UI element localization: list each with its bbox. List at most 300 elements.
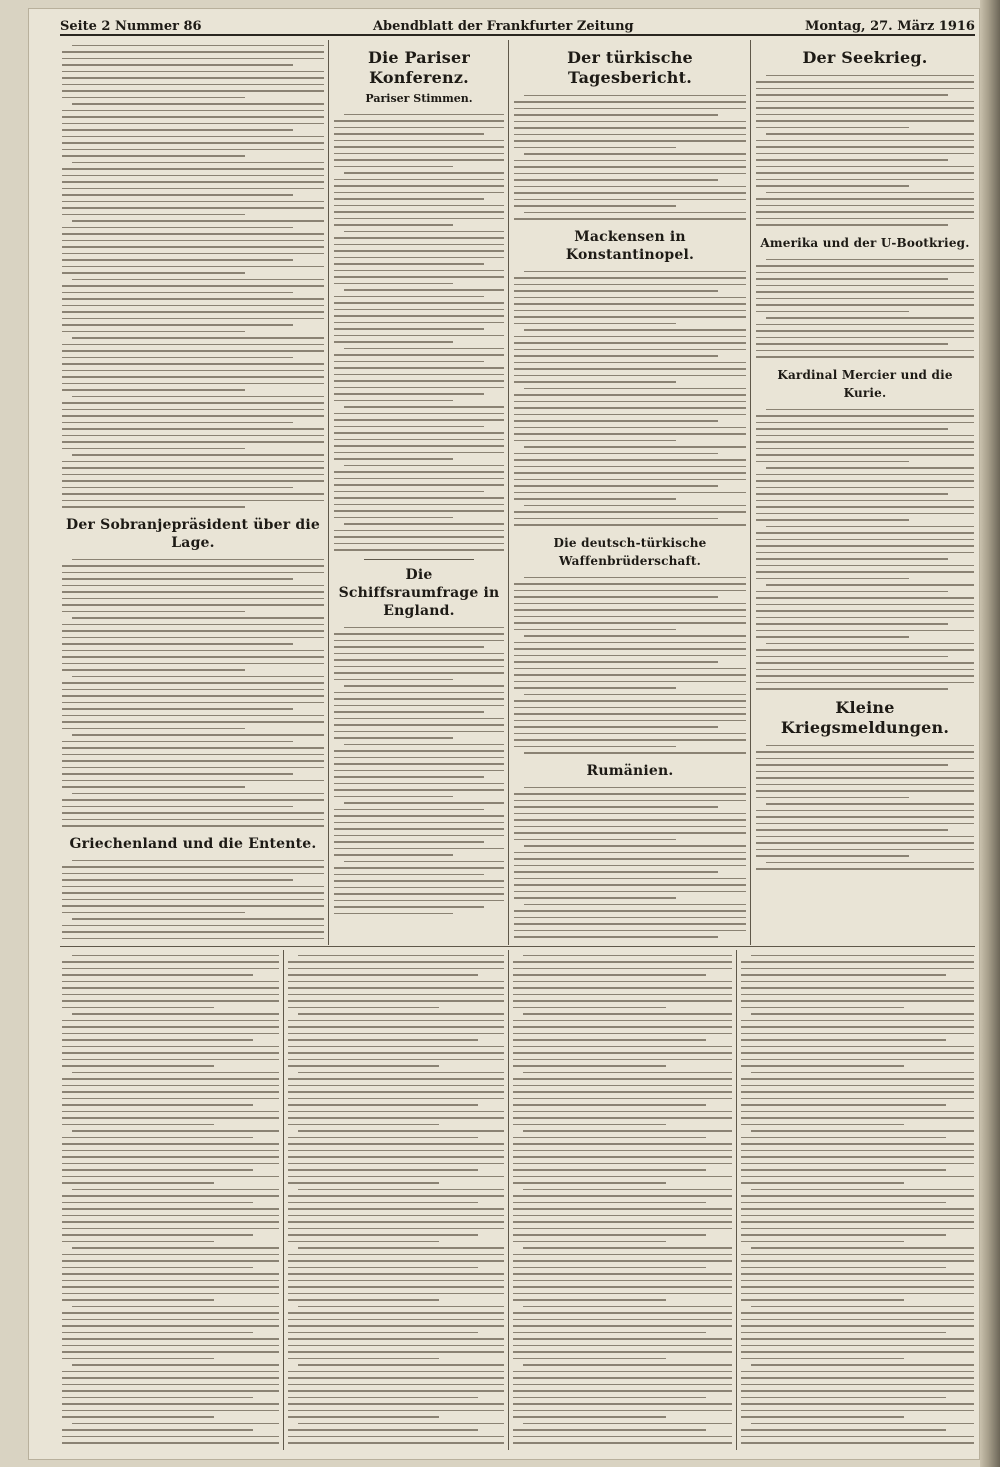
text-line <box>766 75 974 77</box>
column-rule <box>736 950 737 1450</box>
text-line <box>334 724 504 726</box>
text-line <box>72 1364 279 1366</box>
text-line <box>514 839 676 841</box>
text-line <box>62 754 324 756</box>
text-line <box>334 698 504 700</box>
text-line <box>288 1078 504 1080</box>
text-line <box>334 328 484 330</box>
text-line <box>756 265 974 267</box>
text-line <box>62 324 293 326</box>
text-line <box>756 88 974 90</box>
text-line <box>766 745 974 747</box>
text-line <box>756 539 974 541</box>
text-line <box>334 874 484 876</box>
text-line <box>288 1345 504 1347</box>
text-line <box>62 886 324 888</box>
text-line <box>344 802 504 804</box>
text-line <box>62 1390 279 1392</box>
text-line <box>62 487 293 489</box>
text-line <box>756 571 974 573</box>
text-line <box>523 1189 732 1191</box>
text-line <box>741 974 946 976</box>
text-line <box>514 310 746 312</box>
text-line <box>62 565 324 567</box>
text-line <box>514 884 746 886</box>
text-line <box>514 707 746 709</box>
text-line <box>741 1267 946 1269</box>
text-line <box>62 493 324 495</box>
text-line <box>756 636 909 638</box>
text-line <box>62 682 324 684</box>
text-line <box>62 97 245 99</box>
text-line <box>62 1358 214 1360</box>
text-line <box>741 1111 974 1113</box>
text-line <box>756 823 974 825</box>
text-line <box>62 441 324 443</box>
text-line <box>288 1351 504 1353</box>
text-line <box>524 388 746 390</box>
text-line <box>62 58 324 60</box>
text-line <box>62 656 324 658</box>
text-line <box>62 1169 253 1171</box>
text-line <box>766 526 974 528</box>
section-divider <box>60 946 975 947</box>
headline-mackensen: Mackensen in Konstantinopel. <box>565 229 695 263</box>
text-line <box>334 783 504 785</box>
text-line <box>72 220 324 222</box>
text-line <box>756 120 974 122</box>
text-line <box>334 822 504 824</box>
text-line <box>756 211 974 213</box>
text-line <box>334 530 504 532</box>
text-line <box>741 1397 946 1399</box>
text-line <box>334 854 453 856</box>
text-line <box>288 1117 504 1119</box>
text-line <box>756 140 974 142</box>
text-line <box>62 344 324 346</box>
text-line <box>344 523 504 525</box>
text-line <box>62 1117 279 1119</box>
text-line <box>334 497 504 499</box>
text-line <box>514 923 746 925</box>
text-line <box>288 1299 439 1301</box>
text-line <box>741 1104 946 1106</box>
text-line <box>756 675 974 677</box>
text-line <box>62 1273 279 1275</box>
text-line <box>756 454 974 456</box>
text-line <box>741 1163 974 1165</box>
text-line <box>62 506 245 508</box>
text-line <box>756 441 974 443</box>
text-line <box>288 1293 504 1295</box>
text-line <box>62 1332 253 1334</box>
text-line <box>514 479 746 481</box>
text-line <box>62 1033 279 1035</box>
text-line <box>72 1306 279 1308</box>
text-line <box>62 1020 279 1022</box>
headline-schiffsraumfrage: Die Schiffsraumfrage in England. <box>338 567 500 619</box>
text-line <box>62 925 324 927</box>
text-line <box>756 304 974 306</box>
text-line <box>514 930 746 932</box>
text-line <box>513 1085 732 1087</box>
text-line <box>62 77 324 79</box>
text-line <box>741 1390 974 1392</box>
text-line <box>514 297 746 299</box>
text-line <box>62 253 324 255</box>
text-line <box>62 1351 279 1353</box>
text-line <box>514 205 676 207</box>
text-line <box>756 591 948 593</box>
text-line <box>62 350 324 352</box>
text-line <box>62 695 324 697</box>
text-line <box>524 577 746 579</box>
text-line <box>741 1319 974 1321</box>
text-line <box>344 172 504 174</box>
text-line <box>334 185 504 187</box>
text-line <box>756 107 974 109</box>
text-line <box>756 630 974 632</box>
text-line <box>72 45 324 47</box>
text-line <box>514 394 746 396</box>
text-line <box>62 806 293 808</box>
text-line <box>756 758 974 760</box>
text-line <box>756 81 974 83</box>
text-line <box>288 1026 504 1028</box>
text-line <box>756 330 974 332</box>
text-line <box>513 994 732 996</box>
text-line <box>334 296 484 298</box>
text-line <box>513 1436 732 1438</box>
headline-amerika-ubootkrieg: Amerika und der U-Bootkrieg. <box>760 236 970 250</box>
text-line <box>62 129 293 131</box>
text-line <box>756 198 974 200</box>
text-line <box>524 787 746 789</box>
text-line <box>288 1143 504 1145</box>
text-line <box>62 630 324 632</box>
text-line <box>334 166 453 168</box>
text-line <box>62 708 293 710</box>
text-line <box>62 149 324 151</box>
text-line <box>741 1059 974 1061</box>
text-line <box>62 435 324 437</box>
text-line <box>62 233 324 235</box>
text-line <box>288 987 504 989</box>
page-number: Seite 2 Nummer 86 <box>60 19 202 34</box>
text-line <box>288 1085 504 1087</box>
text-line <box>513 1293 732 1295</box>
text-line <box>756 422 974 424</box>
text-line <box>756 868 974 870</box>
text-line <box>741 1091 974 1093</box>
text-line <box>334 257 504 259</box>
text-line <box>514 609 746 611</box>
text-line <box>62 246 324 248</box>
text-line <box>62 598 324 600</box>
text-line <box>741 1286 974 1288</box>
text-line <box>741 1260 974 1262</box>
text-line <box>72 1189 279 1191</box>
text-line <box>62 961 279 963</box>
text-line <box>288 1371 504 1373</box>
text-line <box>334 841 484 843</box>
text-line <box>334 711 484 713</box>
text-line <box>334 679 453 681</box>
text-line <box>62 116 324 118</box>
text-line <box>741 1410 974 1412</box>
text-line <box>741 1169 946 1171</box>
text-line <box>513 1332 706 1334</box>
text-line <box>514 806 718 808</box>
text-line <box>288 981 504 983</box>
text-line <box>756 669 974 671</box>
headline-griechenland: Griechenland und die Entente. <box>69 836 317 852</box>
text-line <box>514 492 746 494</box>
text-line <box>288 1111 504 1113</box>
text-line <box>334 796 453 798</box>
text-line <box>756 506 974 508</box>
text-line <box>741 1124 904 1126</box>
text-line <box>62 1416 214 1418</box>
text-line <box>62 448 245 450</box>
text-line <box>741 1228 974 1230</box>
text-line <box>514 342 746 344</box>
text-line <box>741 1215 974 1217</box>
text-line <box>288 1429 478 1431</box>
text-line <box>756 656 948 658</box>
text-line <box>72 1072 279 1074</box>
text-line <box>72 103 324 105</box>
text-line <box>741 1143 974 1145</box>
text-line <box>62 1429 253 1431</box>
text-line <box>334 633 504 635</box>
text-line <box>513 1442 732 1444</box>
text-line <box>62 1176 279 1178</box>
text-line <box>62 207 324 209</box>
text-line <box>514 819 746 821</box>
text-line <box>72 955 279 957</box>
text-line <box>523 1423 732 1425</box>
text-line <box>513 1000 732 1002</box>
text-line <box>514 199 746 201</box>
text-line <box>62 305 324 307</box>
text-line <box>334 341 453 343</box>
text-line <box>62 1338 279 1340</box>
text-line <box>334 283 453 285</box>
column-3 <box>514 42 746 942</box>
text-line <box>62 1195 279 1197</box>
text-line <box>514 511 746 513</box>
text-line <box>513 1267 706 1269</box>
text-line <box>288 1202 478 1204</box>
text-line <box>334 387 504 389</box>
text-line <box>513 1403 732 1405</box>
text-line <box>62 142 324 144</box>
text-line <box>513 1280 732 1282</box>
text-line <box>62 1150 279 1152</box>
text-line <box>334 127 504 129</box>
text-line <box>741 1039 946 1041</box>
text-line <box>741 1195 974 1197</box>
text-line <box>72 676 324 678</box>
text-line <box>62 1397 253 1399</box>
text-line <box>741 1208 974 1210</box>
text-line <box>334 640 504 642</box>
text-line <box>288 1169 478 1171</box>
text-line <box>62 1345 279 1347</box>
text-line <box>334 250 504 252</box>
text-line <box>62 819 324 821</box>
text-line <box>741 1065 904 1067</box>
text-line <box>62 1293 279 1295</box>
text-line <box>62 1215 279 1217</box>
text-line <box>514 739 746 741</box>
text-line <box>334 322 504 324</box>
text-line <box>756 285 974 287</box>
text-line <box>334 491 484 493</box>
text-line <box>524 845 746 847</box>
text-line <box>524 505 746 507</box>
text-line <box>62 1299 214 1301</box>
text-line <box>513 1338 732 1340</box>
text-line <box>334 211 504 213</box>
article-separator <box>364 559 474 560</box>
text-line <box>62 285 324 287</box>
text-line <box>756 777 974 779</box>
text-line <box>513 1228 732 1230</box>
text-line <box>62 866 324 868</box>
text-line <box>288 1241 439 1243</box>
text-line <box>741 1221 974 1223</box>
text-line <box>334 763 504 765</box>
text-line <box>514 733 746 735</box>
text-line <box>288 1286 504 1288</box>
text-line <box>513 1098 732 1100</box>
text-line <box>62 389 245 391</box>
text-line <box>288 1039 478 1041</box>
text-line <box>513 1397 706 1399</box>
text-line <box>288 1260 504 1262</box>
text-line <box>288 1403 504 1405</box>
text-line <box>766 192 974 194</box>
text-line <box>62 1442 279 1444</box>
text-line <box>766 317 974 319</box>
text-line <box>513 1351 732 1353</box>
text-line <box>298 1306 504 1308</box>
text-line <box>513 1384 732 1386</box>
text-line <box>513 1182 666 1184</box>
text-line <box>334 517 453 519</box>
column-rule <box>508 950 509 1450</box>
text-line <box>72 918 324 920</box>
text-line <box>756 291 974 293</box>
text-line <box>766 467 974 469</box>
text-line <box>334 302 504 304</box>
text-line <box>756 337 974 339</box>
text-line <box>514 323 676 325</box>
text-line <box>756 218 974 220</box>
text-line <box>62 422 293 424</box>
text-line <box>751 1189 974 1191</box>
text-line <box>524 446 746 448</box>
text-line <box>766 584 974 586</box>
text-line <box>72 559 324 561</box>
text-line <box>741 1280 974 1282</box>
text-line <box>513 1143 732 1145</box>
text-line <box>756 842 974 844</box>
headline-kleine-kriegsmeldungen: Kleine Kriegsmeldungen. <box>780 698 950 737</box>
text-line <box>513 1202 706 1204</box>
text-line <box>62 1039 253 1041</box>
text-line <box>62 214 245 216</box>
text-line <box>334 672 504 674</box>
text-line <box>62 415 324 417</box>
text-line <box>62 363 324 365</box>
text-line <box>514 858 746 860</box>
text-line <box>62 987 279 989</box>
text-line <box>523 1247 732 1249</box>
text-line <box>344 861 504 863</box>
text-line <box>62 1104 253 1106</box>
text-line <box>334 731 504 733</box>
text-line <box>72 860 324 862</box>
text-line <box>62 500 324 502</box>
text-line <box>514 349 746 351</box>
text-line <box>62 1280 279 1282</box>
text-line <box>334 380 504 382</box>
text-line <box>62 689 324 691</box>
text-line <box>334 445 504 447</box>
text-line <box>62 1325 279 1327</box>
text-line <box>334 770 504 772</box>
text-line <box>62 181 324 183</box>
text-line <box>62 1059 279 1061</box>
text-line <box>62 702 324 704</box>
text-line <box>62 1208 279 1210</box>
text-line <box>334 224 453 226</box>
text-line <box>62 1026 279 1028</box>
text-line <box>513 1104 706 1106</box>
text-line <box>514 897 676 899</box>
text-line <box>62 272 245 274</box>
text-line <box>514 140 746 142</box>
text-line <box>62 1085 279 1087</box>
text-line <box>513 1059 732 1061</box>
text-line <box>513 1345 732 1347</box>
text-line <box>756 205 974 207</box>
text-line <box>513 974 706 976</box>
text-line <box>756 513 974 515</box>
text-line <box>741 1150 974 1152</box>
text-line <box>62 1371 279 1373</box>
text-line <box>62 773 293 775</box>
text-line <box>62 611 245 613</box>
text-line <box>741 1026 974 1028</box>
text-line <box>514 583 746 585</box>
text-line <box>62 194 293 196</box>
text-line <box>62 1410 279 1412</box>
text-line <box>756 836 974 838</box>
text-line <box>344 231 504 233</box>
text-line <box>514 674 746 676</box>
text-line <box>62 912 245 914</box>
text-line <box>334 419 504 421</box>
text-line <box>62 201 324 203</box>
text-line <box>62 905 324 907</box>
headline-pariser-konferenz: Die Pariser Konferenz. <box>368 48 470 87</box>
text-line <box>756 101 974 103</box>
text-line <box>62 71 324 73</box>
